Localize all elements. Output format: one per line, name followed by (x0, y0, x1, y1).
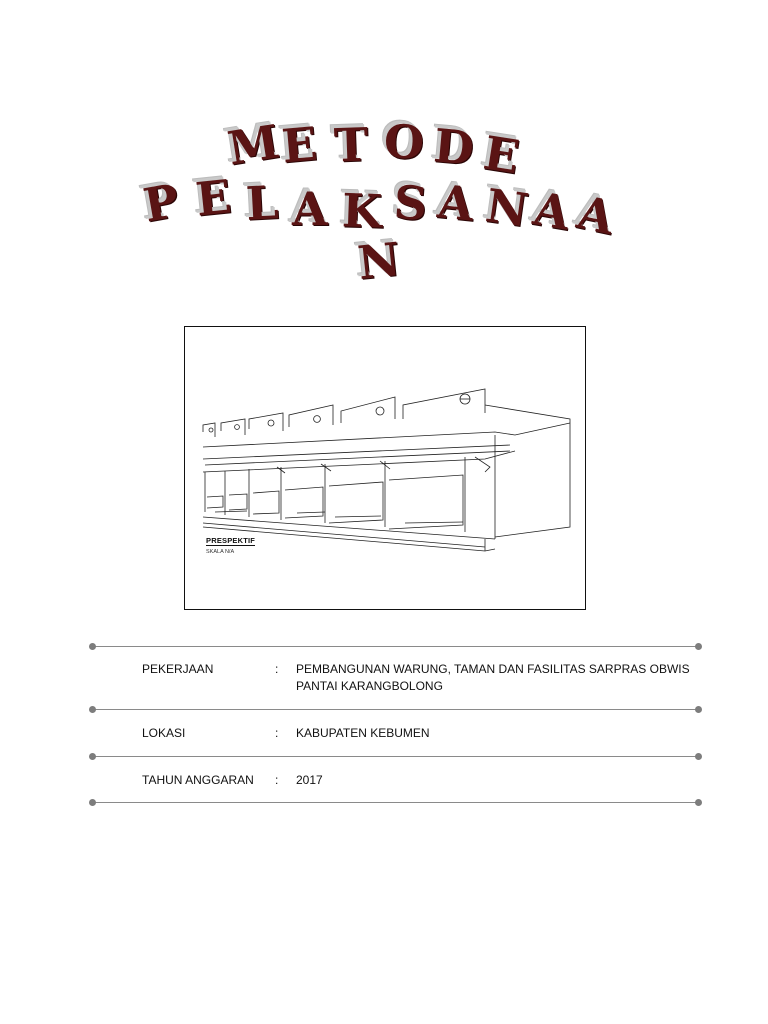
divider-line (92, 802, 699, 803)
title-letter: P (139, 173, 184, 233)
title-letter: T (333, 117, 370, 173)
title-letter: E (193, 169, 234, 227)
title-letter: K (341, 183, 383, 239)
title-letter: M (224, 114, 283, 176)
info-label: PEKERJAAN (142, 662, 214, 676)
building-perspective-illustration (185, 327, 585, 609)
title-letter: N (355, 231, 403, 291)
info-label: LOKASI (142, 726, 186, 740)
title-letter: A (529, 181, 575, 241)
title-letter: E (479, 125, 524, 185)
title-letter: A (292, 182, 328, 236)
info-value: 2017 (296, 773, 323, 787)
title-letter: N (482, 178, 532, 238)
title-letter: A (435, 174, 477, 232)
title-letter: A (572, 184, 619, 246)
info-colon: : (275, 773, 279, 787)
divider-line (92, 646, 699, 647)
divider-line (92, 709, 699, 710)
divider-line (92, 756, 699, 757)
title-letter: L (244, 175, 280, 231)
title-letter: O (383, 114, 426, 170)
info-label: TAHUN ANGGARAN (142, 773, 254, 787)
title-letter: E (279, 116, 320, 174)
drawing-caption: PRESPEKTIF (206, 536, 256, 545)
info-value-line2: PANTAI KARANGBOLONG (296, 679, 443, 693)
info-colon: : (275, 726, 279, 740)
info-colon: : (275, 662, 279, 676)
title-letter: S (392, 174, 430, 232)
info-value: PEMBANGUNAN WARUNG, TAMAN DAN FASILITAS SARPRAS OBWIS (296, 662, 690, 676)
info-value: KABUPATEN KEBUMEN (296, 726, 430, 740)
drawing-scale: SKALA N/A (206, 549, 235, 555)
perspective-drawing (184, 326, 586, 610)
title-letter: D (431, 118, 477, 176)
